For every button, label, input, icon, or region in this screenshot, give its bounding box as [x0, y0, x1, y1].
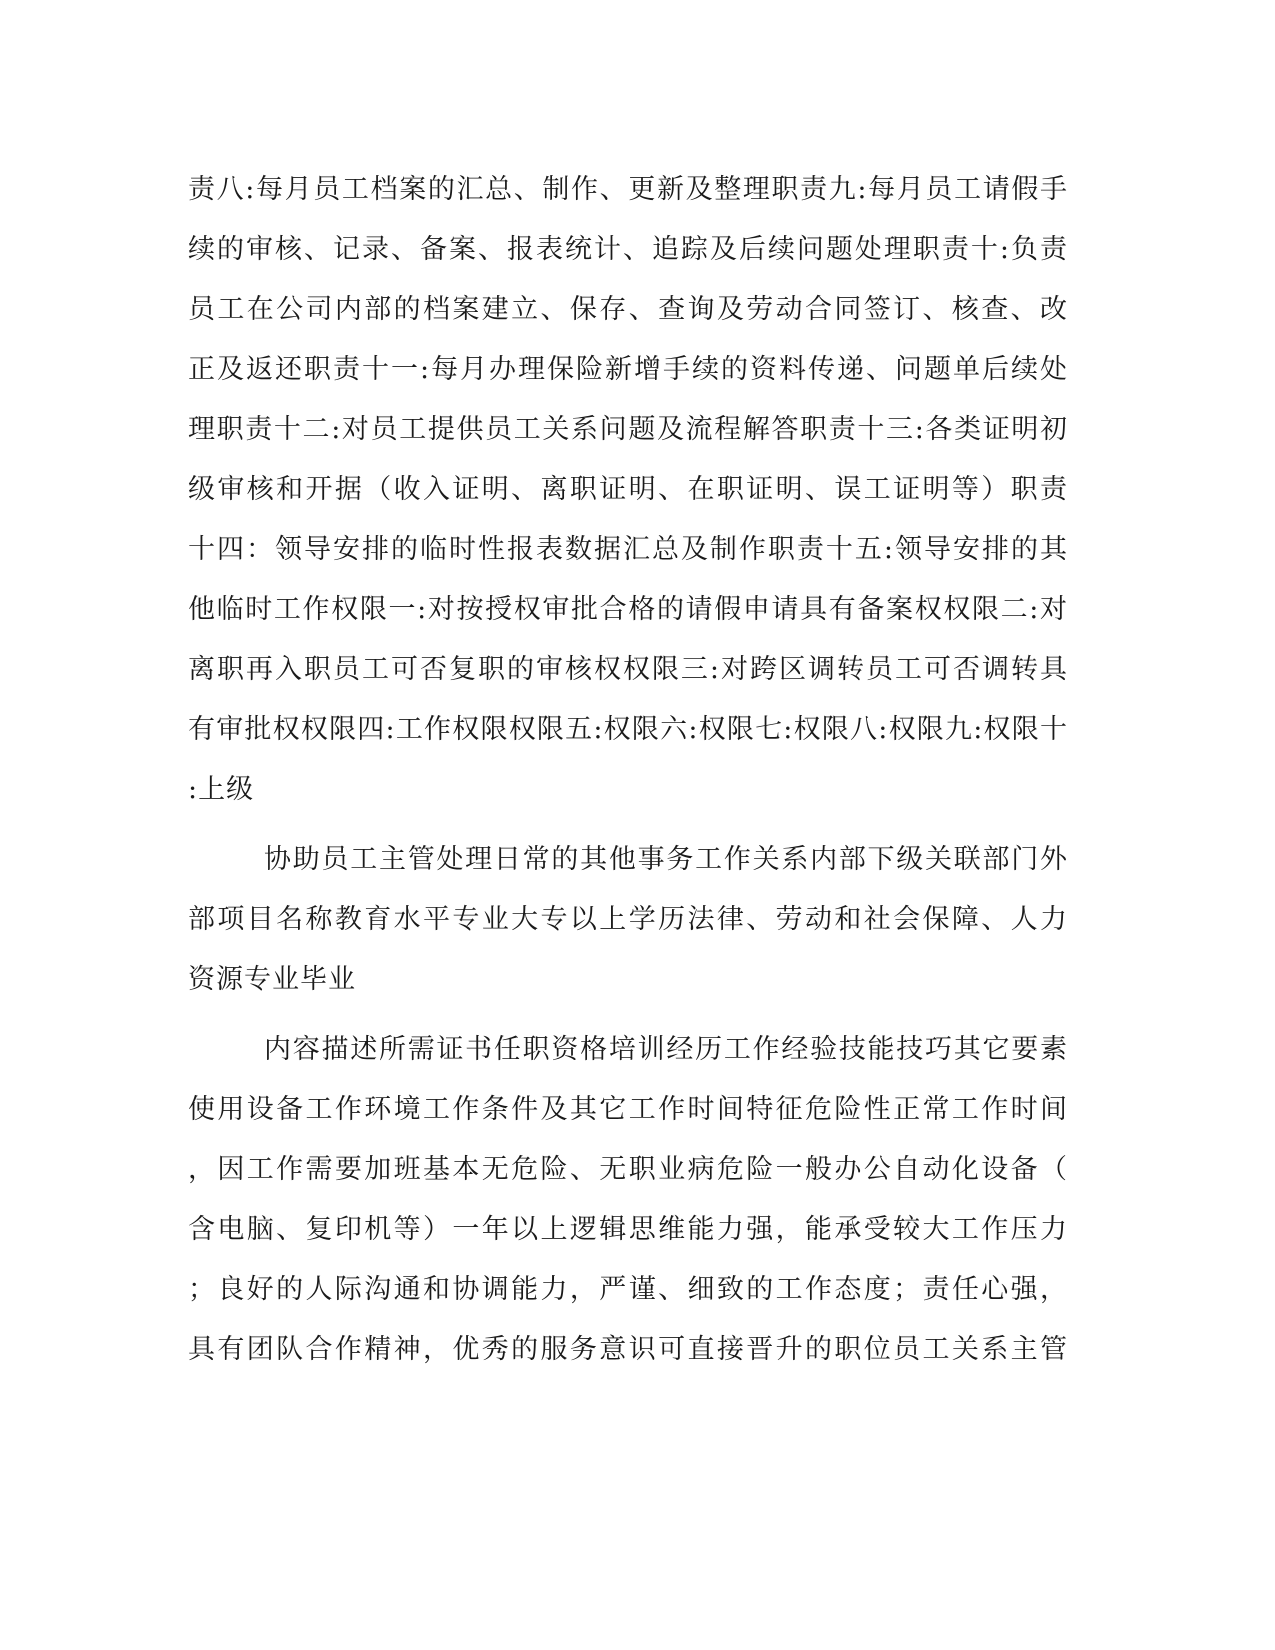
text-line: 有审批权权限四:工作权限权限五:权限六:权限七:权限八:权限九:权限十 — [188, 714, 1068, 745]
text-line: 理职责十二:对员工提供员工关系问题及流程解答职责十三:各类证明初 — [188, 414, 1068, 445]
text-line: ；良好的人际沟通和协调能力，严谨、细致的工作态度；责任心强， — [188, 1274, 1068, 1305]
text-line: 正及返还职责十一:每月办理保险新增手续的资料传递、问题单后续处 — [188, 354, 1068, 385]
text-line: 他临时工作权限一:对按授权审批合格的请假申请具有备案权权限二:对 — [188, 594, 1068, 625]
text-line: 员工在公司内部的档案建立、保存、查询及劳动合同签订、核查、改 — [188, 294, 1068, 325]
text-line: 部项目名称教育水平专业大专以上学历法律、劳动和社会保障、人力 — [188, 904, 1068, 935]
text-line: 十四：领导安排的临时性报表数据汇总及制作职责十五:领导安排的其 — [188, 534, 1068, 565]
paragraph-responsibilities — [188, 160, 1068, 820]
text-line: 离职再入职员工可否复职的审核权权限三:对跨区调转员工可否调转具 — [188, 654, 1068, 685]
text-line: 具有团队合作精神，优秀的服务意识可直接晋升的职位员工关系主管 — [188, 1334, 1068, 1365]
text-line: 资源专业毕业 — [188, 964, 356, 995]
paragraph-qualifications — [188, 1020, 1068, 1380]
text-line: 含电脑、复印机等）一年以上逻辑思维能力强，能承受较大工作压力 — [188, 1214, 1068, 1245]
text-line: 续的审核、记录、备案、报表统计、追踪及后续问题处理职责十:负责 — [188, 234, 1068, 265]
text-line: 内容描述所需证书任职资格培训经历工作经验技能技巧其它要素 — [264, 1034, 1068, 1065]
text-line: ，因工作需要加班基本无危险、无职业病危险一般办公自动化设备（ — [188, 1154, 1068, 1185]
paragraph-relations-education — [188, 830, 1068, 1010]
text-line: 责八:每月员工档案的汇总、制作、更新及整理职责九:每月员工请假手 — [188, 174, 1068, 205]
text-line: :上级 — [188, 774, 255, 805]
text-line: 级审核和开据（收入证明、离职证明、在职证明、误工证明等）职责 — [188, 474, 1068, 505]
text-line: 使用设备工作环境工作条件及其它工作时间特征危险性正常工作时间 — [188, 1094, 1068, 1125]
text-line: 协助员工主管处理日常的其他事务工作关系内部下级关联部门外 — [264, 844, 1068, 875]
